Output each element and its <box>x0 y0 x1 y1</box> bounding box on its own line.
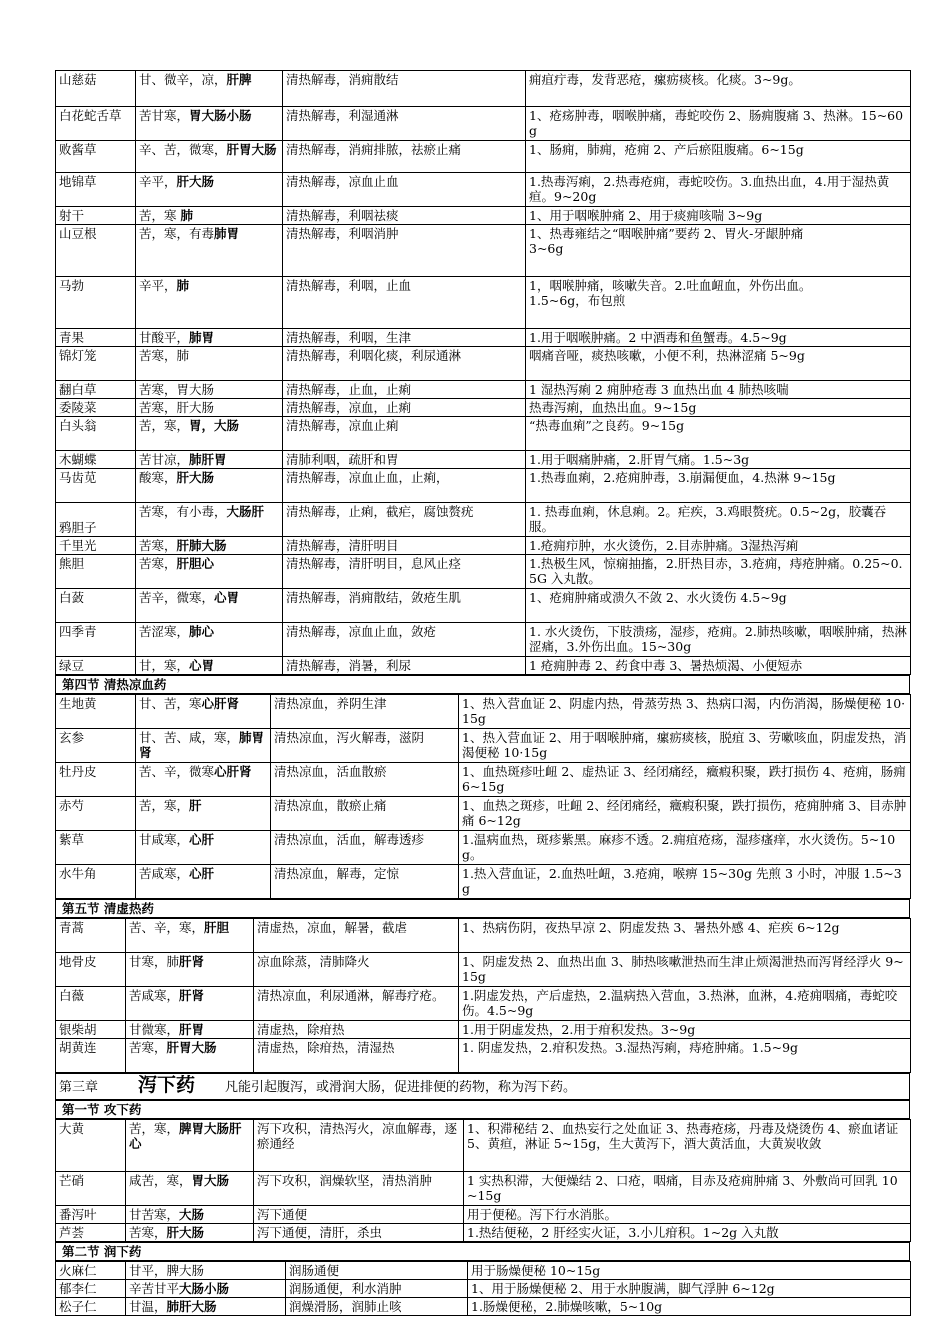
herb-nature: 苦寒，肝肺大肠 <box>136 537 283 555</box>
herb-indication: 1.肠燥便秘，2.肺燥咳嗽，5~10g <box>468 1298 911 1316</box>
herb-nature: 苦、辛，微寒心肝肾 <box>136 763 271 797</box>
herb-indication: 1.热结便秘，2 肝经实火证，3.小儿疳积。1~2g 入丸散 <box>464 1224 911 1242</box>
herb-indication: 用于肠燥便秘 10~15g <box>468 1262 911 1280</box>
herb-row <box>56 1172 911 1206</box>
herb-nature: 苦寒，肺 <box>136 347 283 381</box>
herb-indication: 1.温病血热，斑疹紫黑。麻疹不透。2.痈疽疮疡，湿疹瘙痒，水火烫伤。5~10g。 <box>459 831 911 865</box>
herb-nature: 苦寒，有小毒，大肠肝 <box>136 503 283 537</box>
herb-effect: 清热解毒，利咽，生津 <box>283 329 526 347</box>
herb-indication: 1.热毒血痢，2.疮痈肿毒，3.崩漏便血，4.热淋 9~15g <box>526 469 911 503</box>
herb-name: 山慈菇 <box>56 71 136 107</box>
meridian-bold: 大肠肝 <box>226 504 265 519</box>
herb-name: 熊胆 <box>56 555 136 589</box>
chapter-number: 第三章 <box>59 1080 99 1095</box>
herb-name: 胡黄连 <box>56 1039 126 1073</box>
herb-name: 青蒿 <box>56 919 126 953</box>
herb-name: 水牛角 <box>56 865 136 899</box>
herb-nature: 苦，寒，胃，大肠 <box>136 417 283 451</box>
herb-indication: 1、热入营血证 2、阴虚内热，骨蒸劳热 3、热病口渴，内伤消渴，肠燥便秘 10·15g <box>459 695 911 729</box>
herb-indication: 1、积滞秘结 2、血热妄行之处血证 3、热毒疮疡，丹毒及烧烫伤 4、瘀血诸证 5、黄疸，淋证 5~15g，生大黄泻下，酒大黄活血，大黄炭收敛 <box>464 1120 911 1172</box>
herb-effect: 清热凉血，利尿通淋，解毒疗疮。 <box>254 987 459 1021</box>
herb-indication: 1.疮痈疖肿，水火烫伤，2.目赤肿痛。3湿热泻痢 <box>526 537 911 555</box>
herb-indication: 1 湿热泻痢 2 痈肿疮毒 3 血热出血 4 肺热咳喘 <box>526 381 911 399</box>
herb-row <box>56 953 911 987</box>
herb-name: 山豆根 <box>56 225 136 277</box>
herb-name: 四季青 <box>56 623 136 657</box>
herb-table <box>55 1119 911 1242</box>
herb-row <box>56 1039 911 1073</box>
herb-indication: 1.热入营血证，2.血热吐衄，3.疮痈，喉痹 15~30g 先煎 3 小时，冲服 1.5~3g <box>459 865 911 899</box>
herb-name: 玄参 <box>56 729 136 763</box>
herb-row <box>56 399 911 417</box>
herb-nature: 甘苦寒，大肠 <box>126 1206 254 1224</box>
herb-nature: 辛、苦，微寒，肝胃大肠 <box>136 141 283 173</box>
herb-nature: 苦涩寒，肺心 <box>136 623 283 657</box>
herb-table <box>55 70 911 675</box>
herb-name: 马齿苋 <box>56 469 136 503</box>
meridian-bold: 肝 <box>189 798 202 813</box>
meridian-bold: 肝胃 <box>179 1022 205 1037</box>
herb-name: 牡丹皮 <box>56 763 136 797</box>
herb-name: 地锦草 <box>56 173 136 207</box>
herb-indication: 1、阴虚发热 2、血热出血 3、肺热咳嗽泄热而生津止烦渴泄热而泻肾经浮火 9~15g <box>459 953 911 987</box>
meridian-bold: 大肠小肠 <box>179 1281 230 1296</box>
herb-effect: 清热解毒，利咽祛痰 <box>283 207 526 225</box>
herb-row <box>56 987 911 1021</box>
herb-effect: 清热解毒，利湿通淋 <box>283 107 526 141</box>
herb-name: 芦荟 <box>56 1224 126 1242</box>
herb-name: 绿豆 <box>56 657 136 675</box>
meridian-bold: 肝大肠 <box>176 470 215 485</box>
herb-row <box>56 1021 911 1039</box>
herb-row <box>56 381 911 399</box>
herb-nature: 苦，寒，肝 <box>136 797 271 831</box>
herb-row <box>56 919 911 953</box>
herb-row <box>56 503 911 537</box>
herb-row <box>56 1120 911 1172</box>
herb-indication: 痈疽疔毒，发背恶疮，瘰疬痰核。化痰。3~9g。 <box>526 71 911 107</box>
herb-name: 大黄 <box>56 1120 126 1172</box>
herb-nature: 甘酸平，肺胃 <box>136 329 283 347</box>
section-heading: 第一节 攻下药 <box>56 1101 910 1119</box>
herb-row <box>56 865 911 899</box>
section-heading: 第二节 润下药 <box>56 1243 910 1261</box>
meridian-bold: 肝胃大肠 <box>166 1040 217 1055</box>
meridian-bold: 肺 <box>180 208 193 223</box>
herb-indication: 1、用于肠燥便秘 2、用于水肿腹满，脚气浮肿 6~12g <box>468 1280 911 1298</box>
herb-row <box>56 277 911 329</box>
herb-row <box>56 225 911 277</box>
herb-indication: “热毒血痢”之良药。9~15g <box>526 417 911 451</box>
meridian-bold: 肝胆 <box>204 920 230 935</box>
herb-name: 白薇 <box>56 987 126 1021</box>
herb-effect: 清热解毒，凉血止血 <box>283 173 526 207</box>
herb-row <box>56 763 911 797</box>
meridian-bold: 肝肾 <box>179 954 205 969</box>
meridian-bold: 肺胃肾 <box>139 730 265 760</box>
herb-row <box>56 555 911 589</box>
herb-effect: 润肠通便，利水消肿 <box>286 1280 468 1298</box>
meridian-bold: 肝肾 <box>179 988 205 1003</box>
meridian-bold: 大肠 <box>179 1207 205 1222</box>
herb-effect: 润燥滑肠，润肺止咳 <box>286 1298 468 1316</box>
herb-effect: 清热解毒，消痈散结 <box>283 71 526 107</box>
document-page <box>55 70 910 1316</box>
herb-indication: 1.热毒泻痢，2.热毒疮痈，毒蛇咬伤。3.血热出血，4.用于湿热黄疸。9~20g <box>526 173 911 207</box>
herb-row <box>56 589 911 623</box>
herb-name: 紫草 <box>56 831 136 865</box>
herb-nature: 辛平，肺 <box>136 277 283 329</box>
herb-effect: 清热解毒，利咽，止血 <box>283 277 526 329</box>
herb-row <box>56 623 911 657</box>
meridian-bold: 胃大肠 <box>191 1173 230 1188</box>
herb-nature: 咸苦，寒，胃大肠 <box>126 1172 254 1206</box>
herb-nature: 甘，寒，心胃 <box>136 657 283 675</box>
herb-nature: 苦，寒，有毒肺胃 <box>136 225 283 277</box>
herb-effect: 清热解毒，清肝明目 <box>283 537 526 555</box>
herb-indication: 1，咽喉肿痛，咳嗽失音。2.吐血衄血，外伤出血。 1.5~6g，布包煎 <box>526 277 911 329</box>
herb-effect: 润肠通便 <box>286 1262 468 1280</box>
herb-name: 木蝴蝶 <box>56 451 136 469</box>
herb-row <box>56 417 911 451</box>
herb-effect: 清热解毒，消痈排脓，祛瘀止痛 <box>283 141 526 173</box>
herb-effect: 清热解毒，消暑，利尿 <box>283 657 526 675</box>
chapter-title: 泻下药 <box>138 1074 196 1096</box>
herb-effect: 清肺利咽，疏肝和胃 <box>283 451 526 469</box>
herb-effect: 清热解毒，止血，止痢 <box>283 381 526 399</box>
herb-name: 委陵菜 <box>56 399 136 417</box>
meridian-bold: 肺肝大肠 <box>166 1299 217 1314</box>
herb-name: 千里光 <box>56 537 136 555</box>
herb-nature: 苦，寒，脾胃大肠肝心 <box>126 1120 254 1172</box>
herb-row <box>56 729 911 763</box>
herb-nature: 苦，寒 肺 <box>136 207 283 225</box>
herb-effect: 清热凉血，养阴生津 <box>271 695 459 729</box>
herb-indication: 1、热毒雍结之“咽喉肿痛”要药 2、胃火-牙龈肿痛 3~6g <box>526 225 911 277</box>
herb-indication: 1、用于咽喉肿痛 2、用于痰痈咳喘 3~9g <box>526 207 911 225</box>
herb-indication: 1.用于阴虚发热，2.用于疳积发热。3~9g <box>459 1021 911 1039</box>
herb-indication: 1.用于咽喉肿痛。2 中酒毒和鱼蟹毒。4.5~9g <box>526 329 911 347</box>
meridian-bold: 肝胃大肠 <box>226 142 277 157</box>
herb-nature: 酸寒，肝大肠 <box>136 469 283 503</box>
herb-effect: 清热凉血，散瘀止痛 <box>271 797 459 831</box>
chapter-heading <box>56 1074 910 1100</box>
herb-row <box>56 537 911 555</box>
herb-nature: 苦、辛，寒，肝胆 <box>126 919 254 953</box>
herb-indication: 用于便秘。泻下行水消胀。 <box>464 1206 911 1224</box>
meridian-bold: 心胃 <box>189 658 215 673</box>
section-heading: 第四节 清热凉血药 <box>56 676 910 694</box>
herb-row <box>56 141 911 173</box>
herb-effect: 清热解毒，清肝明目，息风止痉 <box>283 555 526 589</box>
meridian-bold: 肺心 <box>189 624 215 639</box>
herb-row <box>56 1206 911 1224</box>
herb-name: 郁李仁 <box>56 1280 126 1298</box>
herb-row <box>56 797 911 831</box>
herb-row <box>56 1298 911 1316</box>
meridian-bold: 肝脾 <box>226 72 252 87</box>
herb-indication: 1.热极生风，惊痫抽搐，2.肝热目赤，3.疮痈，痔疮肿痛。0.25~0.5G 入丸散。 <box>526 555 911 589</box>
herb-indication: 1、热病伤阴，夜热早凉 2、阴虚发热 3、暑热外感 4、疟疾 6~12g <box>459 919 911 953</box>
herb-effect: 清虚热，除疳热 <box>254 1021 459 1039</box>
herb-indication: 1.用于咽痛肿痛，2.肝胃气痛。1.5~3g <box>526 451 911 469</box>
herb-nature: 甘平，脾大肠 <box>126 1262 286 1280</box>
herb-indication: 1. 热毒血痢，休息痢。2。疟疾，3.鸡眼赘疣。0.5~2g，胶囊吞服。 <box>526 503 911 537</box>
herb-effect: 清热凉血，泻火解毒，滋阴 <box>271 729 459 763</box>
herb-name: 火麻仁 <box>56 1262 126 1280</box>
meridian-bold: 肺 <box>176 278 190 293</box>
herb-nature: 苦寒，胃大肠 <box>136 381 283 399</box>
herb-nature: 苦咸寒，肝肾 <box>126 987 254 1021</box>
herb-row <box>56 173 911 207</box>
herb-effect: 清热凉血，活血散瘀 <box>271 763 459 797</box>
herb-table <box>55 694 911 899</box>
meridian-bold: 肝大肠 <box>166 1225 205 1240</box>
herb-name: 鸦胆子 <box>56 503 136 537</box>
herb-indication: 1.阴虚发热，产后虚热，2.温病热入营血，3.热淋，血淋，4.疮痈咽痛，毒蛇咬伤。4.5~9g <box>459 987 911 1021</box>
herb-indication: 1、血热之斑疹，吐衄 2、经闭痛经，癥瘕积聚，跌打损伤，疮痈肿痛 3、目赤肿痛 6~12g <box>459 797 911 831</box>
herb-nature: 苦寒，肝大肠 <box>126 1224 254 1242</box>
herb-effect: 凉血除蒸，清肺降火 <box>254 953 459 987</box>
herb-effect: 清热解毒，利咽化痰，利尿通淋 <box>283 347 526 381</box>
herb-effect: 泻下通便，清肝，杀虫 <box>254 1224 464 1242</box>
herb-nature: 苦甘寒，胃大肠小肠 <box>136 107 283 141</box>
herb-nature: 甘、苦，寒心肝肾 <box>136 695 271 729</box>
meridian-bold: 肺胃 <box>214 226 240 241</box>
herb-row <box>56 469 911 503</box>
meridian-bold: 心肝肾 <box>201 696 240 711</box>
herb-name: 射干 <box>56 207 136 225</box>
herb-name: 马勃 <box>56 277 136 329</box>
herb-indication: 1、疮痈肿痛或溃久不敛 2、水火烫伤 4.5~9g <box>526 589 911 623</box>
meridian-bold: 肝肺大肠 <box>176 538 227 553</box>
herb-effect: 清虚热，除疳热，清湿热 <box>254 1039 459 1073</box>
herb-name: 败酱草 <box>56 141 136 173</box>
herb-indication: 热毒泻痢，血热出血。9~15g <box>526 399 911 417</box>
herb-indication: 咽痛音哑，痰热咳嗽，小便不利，热淋涩痛 5~9g <box>526 347 911 381</box>
herb-name: 生地黄 <box>56 695 136 729</box>
herb-name: 青果 <box>56 329 136 347</box>
herb-nature: 苦甘凉，肺肝胃 <box>136 451 283 469</box>
herb-nature: 辛苦甘平大肠小肠 <box>126 1280 286 1298</box>
herb-effect: 清热解毒，凉血止痢 <box>283 417 526 451</box>
herb-name: 芒硝 <box>56 1172 126 1206</box>
meridian-bold: 脾胃大肠肝心 <box>129 1121 242 1151</box>
herb-name: 锦灯笼 <box>56 347 136 381</box>
herb-name: 银柴胡 <box>56 1021 126 1039</box>
herb-row <box>56 657 911 675</box>
herb-nature: 甘、苦、咸，寒，肺胃肾 <box>136 729 271 763</box>
herb-table <box>55 918 911 1073</box>
herb-effect: 清热解毒，凉血止血，敛疮 <box>283 623 526 657</box>
herb-table <box>55 1261 911 1316</box>
herb-row <box>56 347 911 381</box>
herb-row <box>56 831 911 865</box>
herb-name: 白花蛇舌草 <box>56 107 136 141</box>
herb-row <box>56 1280 911 1298</box>
herb-indication: 1、血热斑疹吐衄 2、虚热证 3、经闭痛经，癥瘕积聚，跌打损伤 4、疮痈，肠痈 6~15g <box>459 763 911 797</box>
herb-nature: 甘温，肺肝大肠 <box>126 1298 286 1316</box>
meridian-bold: 肝胆心 <box>176 556 215 571</box>
herb-indication: 1 实热积滞，大便燥结 2、口疮，咽痛，目赤及疮痈肿痛 3、外敷尚可回乳 10~15g <box>464 1172 911 1206</box>
herb-indication: 1、疮疡肿毒，咽喉肿痛，毒蛇咬伤 2、肠痈腹痛 3、热淋。15~60g <box>526 107 911 141</box>
meridian-bold: 肝大肠 <box>176 174 215 189</box>
herb-effect: 清热解毒，凉血止血，止痢， <box>283 469 526 503</box>
herb-name: 赤芍 <box>56 797 136 831</box>
herb-nature: 苦寒，肝胆心 <box>136 555 283 589</box>
meridian-bold: 胃大肠小肠 <box>189 108 252 123</box>
meridian-bold: 心肝肾 <box>214 764 252 779</box>
herb-name: 番泻叶 <box>56 1206 126 1224</box>
herb-effect: 清热解毒，利咽消肿 <box>283 225 526 277</box>
herb-row <box>56 1224 911 1242</box>
herb-effect: 清热凉血，活血，解毒透疹 <box>271 831 459 865</box>
herb-nature: 苦寒，肝大肠 <box>136 399 283 417</box>
herb-nature: 辛平，肝大肠 <box>136 173 283 207</box>
meridian-bold: 肺肝胃 <box>189 452 227 467</box>
section-heading: 第五节 清虚热药 <box>56 900 910 918</box>
herb-row <box>56 107 911 141</box>
herb-nature: 甘微寒，肝胃 <box>126 1021 254 1039</box>
herb-name: 松子仁 <box>56 1298 126 1316</box>
meridian-bold: 胃，大肠 <box>189 418 240 433</box>
herb-nature: 苦寒，肝胃大肠 <box>126 1039 254 1073</box>
herb-row <box>56 695 911 729</box>
chapter-description: 凡能引起腹泻，或滑润大肠，促进排便的药物，称为泻下药。 <box>225 1080 577 1095</box>
meridian-bold: 心肝 <box>189 832 215 847</box>
meridian-bold: 肺胃 <box>189 330 215 345</box>
herb-nature: 苦辛，微寒，心胃 <box>136 589 283 623</box>
herb-name: 翻白草 <box>56 381 136 399</box>
herb-name: 白蔹 <box>56 589 136 623</box>
herb-effect: 清热解毒，消痈散结，敛疮生肌 <box>283 589 526 623</box>
herb-nature: 苦咸寒，心肝 <box>136 865 271 899</box>
meridian-bold: 心肝 <box>189 866 215 881</box>
herb-effect: 清热解毒，凉血，止痢 <box>283 399 526 417</box>
meridian-bold: 心胃 <box>214 590 240 605</box>
herb-indication: 1、肠痈，肺痈，疮痈 2、产后瘀阻腹痛。6~15g <box>526 141 911 173</box>
herb-name: 地骨皮 <box>56 953 126 987</box>
herb-nature: 甘、微辛，凉，肝脾 <box>136 71 283 107</box>
herb-row <box>56 451 911 469</box>
herb-row <box>56 329 911 347</box>
herb-effect: 泻下攻积，润燥软坚，清热消肿 <box>254 1172 464 1206</box>
herb-row <box>56 207 911 225</box>
herb-row <box>56 71 911 107</box>
herb-effect: 泻下攻积，清热泻火，凉血解毒，逐瘀通经 <box>254 1120 464 1172</box>
herb-name: 白头翁 <box>56 417 136 451</box>
herb-nature: 甘寒，肺肝肾 <box>126 953 254 987</box>
herb-row <box>56 1262 911 1280</box>
herb-effect: 泻下通便 <box>254 1206 464 1224</box>
herb-indication: 1. 水火烫伤，下肢溃疡，湿疹，疮痈。2.肺热咳嗽，咽喉肿痛，热淋涩痛，3.外伤出血。15~30g <box>526 623 911 657</box>
herb-indication: 1. 阴虚发热，2.疳积发热。3.湿热泻痢，痔疮肿痛。1.5~9g <box>459 1039 911 1073</box>
herb-indication: 1 疮痈肿毒 2、药食中毒 3、暑热烦渴、小便短赤 <box>526 657 911 675</box>
herb-effect: 清热凉血，解毒，定惊 <box>271 865 459 899</box>
herb-indication: 1、热入营血证 2、用于咽喉肿痛，瘰疬痰核，脱疽 3、劳嗽咳血，阴虚发热，消渴便秘 10·15g <box>459 729 911 763</box>
herb-effect: 清热解毒，止痢，截疟，腐蚀赘疣 <box>283 503 526 537</box>
herb-effect: 清虚热，凉血，解暑，截虐 <box>254 919 459 953</box>
herb-nature: 甘咸寒，心肝 <box>136 831 271 865</box>
